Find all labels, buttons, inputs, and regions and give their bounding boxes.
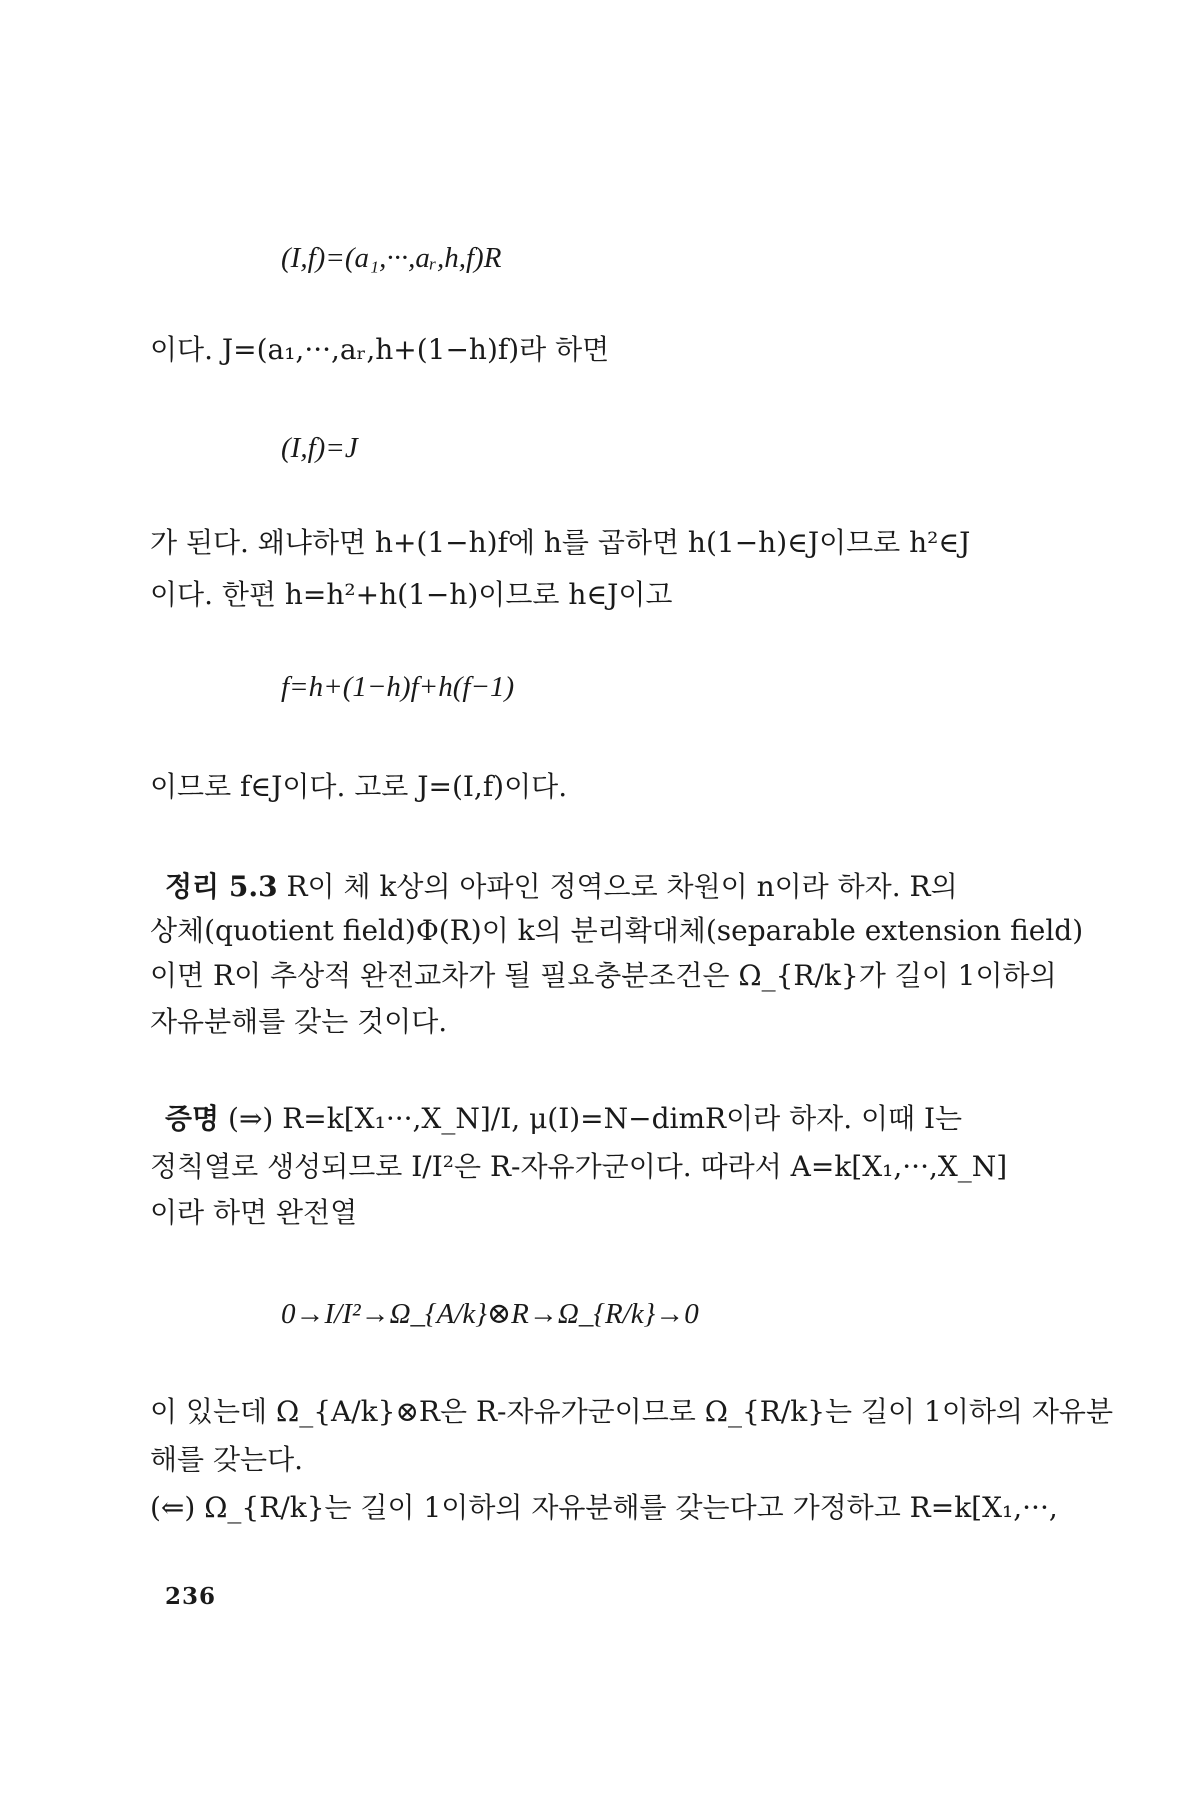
theorem-label: 정리 5.3 bbox=[165, 870, 278, 903]
theorem-line-2: 상체(quotient field)Φ(R)이 k의 분리확대체(separable extension field) bbox=[150, 914, 1084, 947]
equation-1: (I,f)=(a₁,···,aᵣ,h,f)R bbox=[281, 242, 502, 274]
text-line-4: 이므로 f∈J이다. 고로 J=(I,f)이다. bbox=[150, 770, 568, 803]
theorem-line-3: 이면 R이 추상적 완전교차가 될 필요충분조건은 Ω_{R/k}가 길이 1이하의 bbox=[150, 959, 1057, 992]
proof-label: 증명 bbox=[165, 1102, 220, 1135]
equation-3: f=h+(1−h)f+h(f−1) bbox=[281, 671, 515, 703]
text-line-2: 가 된다. 왜냐하면 h+(1−h)f에 h를 곱하면 h(1−h)∈J이므로 h²∈J bbox=[150, 526, 971, 559]
theorem-line-4: 자유분해를 갖는 것이다. bbox=[150, 1005, 448, 1038]
equation-4: 0→I/I²→Ω_{A/k}⊗R→Ω_{R/k}→0 bbox=[281, 1298, 699, 1330]
text-line-3: 이다. 한편 h=h²+h(1−h)이므로 h∈J이고 bbox=[150, 578, 673, 611]
equation-2: (I,f)=J bbox=[281, 432, 358, 464]
page-number: 236 bbox=[165, 1583, 217, 1610]
proof-line-4: 이 있는데 Ω_{A/k}⊗R은 R-자유가군이므로 Ω_{R/k}는 길이 1이하의 자유분 bbox=[150, 1395, 1114, 1428]
proof-line-3: 이라 하면 완전열 bbox=[150, 1196, 358, 1229]
proof-line-6: (⇐) Ω_{R/k}는 길이 1이하의 자유분해를 갖는다고 가정하고 R=k[X₁,···, bbox=[150, 1491, 1058, 1524]
proof-line-1 bbox=[165, 1099, 962, 1139]
theorem-text-1: R이 체 k상의 아파인 정역으로 차원이 n이라 하자. R의 bbox=[286, 870, 958, 903]
proof-text-1: (⇒) R=k[X₁···,X_N]/I, μ(I)=N−dimR이라 하자. 이때 I는 bbox=[228, 1102, 963, 1135]
proof-line-5: 해를 갖는다. bbox=[150, 1443, 304, 1476]
proof-line-2: 정칙열로 생성되므로 I/I²은 R-자유가군이다. 따라서 A=k[X₁,···,X_N] bbox=[150, 1150, 1008, 1183]
theorem-line-1 bbox=[165, 867, 958, 907]
text-line-1: 이다. J=(a₁,···,aᵣ,h+(1−h)f)라 하면 bbox=[150, 333, 610, 366]
